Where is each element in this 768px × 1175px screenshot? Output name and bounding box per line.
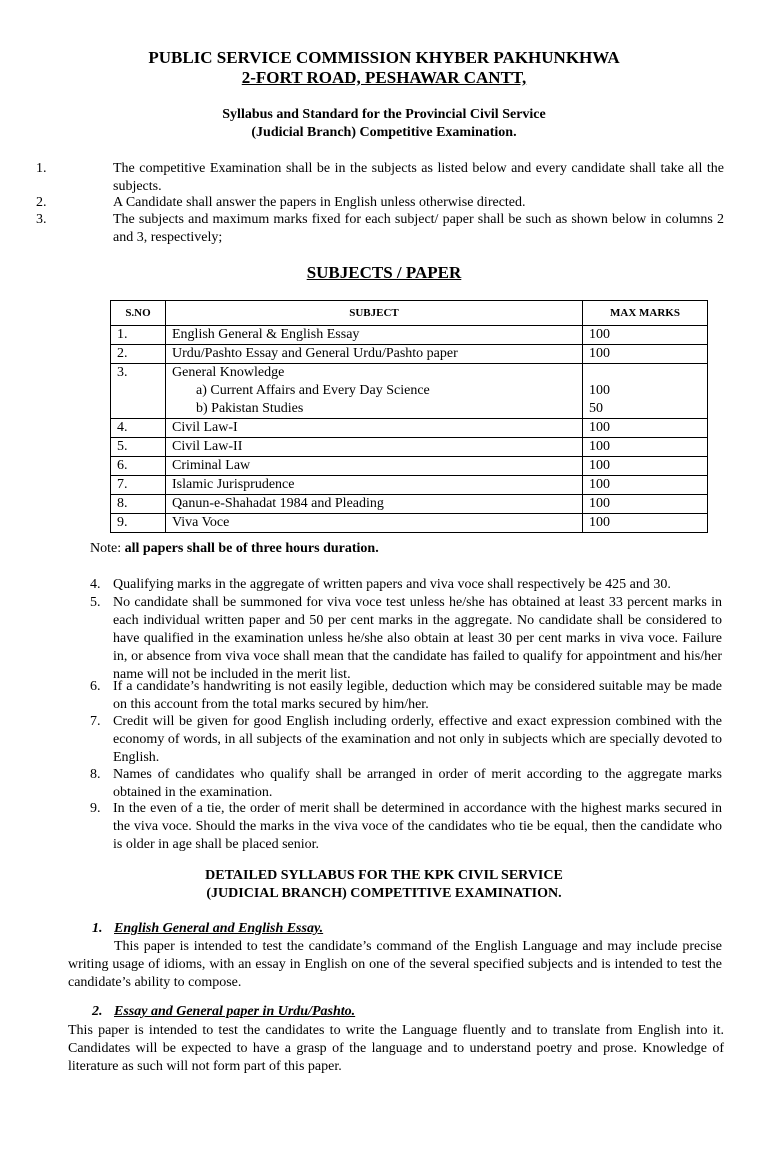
rule-num: 9. (90, 801, 101, 816)
cell-marks: 100 (583, 438, 708, 457)
rule-item (90, 594, 722, 684)
table-row (111, 419, 708, 438)
rule-text: If a candidate’s handwriting is not easily legible, deduction which may be considered suitable may be made on this account from the total marks secured by him/her. (113, 679, 722, 712)
table-row (111, 457, 708, 476)
section-num: 2. (92, 1004, 103, 1019)
cell-marks: 100 (583, 495, 708, 514)
table-row (111, 364, 708, 419)
org-title: PUBLIC SERVICE COMMISSION KHYBER PAKHUNKHWA (148, 48, 620, 67)
intro-item-text: The competitive Examination shall be in the subjects as listed below and every candidate shall take all the subjects. (113, 161, 724, 194)
section-title: English General and English Essay. (114, 921, 324, 936)
cell-sno: 7. (111, 476, 166, 495)
cell-marks (583, 364, 708, 419)
rule-item (90, 766, 722, 802)
rule-item (90, 576, 722, 594)
intro-item-num: 2. (36, 195, 47, 210)
cell-marks: 100 (583, 326, 708, 345)
section-heading (92, 1003, 692, 1021)
col-header-subject: SUBJECT (166, 301, 583, 326)
subjects-table (110, 300, 708, 533)
intro-item-num: 1. (36, 161, 47, 176)
cell-marks-text: 100 (589, 383, 610, 398)
cell-sno: 9. (111, 514, 166, 533)
cell-marks: 100 (583, 514, 708, 533)
table-row (111, 476, 708, 495)
section-paragraph: This paper is intended to test the candidate’s command of the English Language and may include precise writing usage of idioms, with an essay in English on one of the several specified subjects and is intended to test the candidate’s ability to compose. (68, 939, 722, 990)
table-row (111, 495, 708, 514)
duration-note (90, 540, 379, 558)
intro-item-num: 3. (36, 212, 47, 227)
intro-item-text: A Candidate shall answer the papers in English unless otherwise directed. (113, 195, 526, 210)
rule-item (90, 678, 722, 714)
note-label: Note: (90, 541, 125, 556)
cell-sno: 6. (111, 457, 166, 476)
cell-sno: 2. (111, 345, 166, 364)
doc-subtitle-2: (Judicial Branch) Competitive Examination. (251, 125, 517, 140)
table-row (111, 345, 708, 364)
cell-marks: 100 (583, 457, 708, 476)
cell-marks: 100 (583, 476, 708, 495)
rule-num: 6. (90, 679, 101, 694)
org-address: 2-FORT ROAD, PESHAWAR CANTT, (241, 68, 527, 87)
cell-subject-subitem: b) Pakistan Studies (196, 401, 304, 416)
rule-num: 4. (90, 577, 101, 592)
cell-subject: Qanun-e-Shahadat 1984 and Pleading (166, 495, 583, 514)
intro-item-text: The subjects and maximum marks fixed for each subject/ paper shall be such as shown below in columns 2 and 3, respectively; (113, 212, 724, 245)
cell-marks-blank (589, 364, 701, 382)
cell-sno: 8. (111, 495, 166, 514)
detail-heading-1: DETAILED SYLLABUS FOR THE KPK CIVIL SERVICE (205, 868, 563, 883)
section-title: Essay and General paper in Urdu/Pashto. (114, 1004, 356, 1019)
cell-subject: Civil Law-I (166, 419, 583, 438)
cell-subject: Urdu/Pashto Essay and General Urdu/Pashto paper (166, 345, 583, 364)
rule-item (90, 800, 722, 854)
cell-subject: Civil Law-II (166, 438, 583, 457)
cell-subject-text: General Knowledge (172, 365, 285, 380)
intro-item (36, 160, 726, 196)
rule-text: Credit will be given for good English including orderly, effective and exact expression combined with the economy of words, in all subjects of the examination and not only in subjects which are specially devoted to English. (113, 714, 722, 765)
doc-subtitle-1: Syllabus and Standard for the Provincial Civil Service (222, 107, 546, 122)
cell-sno (111, 364, 166, 419)
col-header-sno: S.NO (111, 301, 166, 326)
cell-subject: Islamic Jurisprudence (166, 476, 583, 495)
rule-text: No candidate shall be summoned for viva voce test unless he/she has obtained at least 33 percent marks in each individual written paper and 50 per cent marks in the aggregate. No candidate shall be considered to have qualified in the examination unless he/she also obtain at least 30 per cent marks in viva voce. Failure in, or absence from viva voce shall mean that the candidate has failed to qualify for appointment and his/her name will not be included in the merit list. (113, 595, 722, 682)
cell-subject: English General & English Essay (166, 326, 583, 345)
col-header-max-marks: MAX MARKS (583, 301, 708, 326)
rule-num: 8. (90, 767, 101, 782)
section-num: 1. (92, 921, 103, 936)
cell-sno: 1. (111, 326, 166, 345)
rule-text: Names of candidates who qualify shall be arranged in order of merit according to the aggregate marks obtained in the examination. (113, 767, 722, 800)
section-heading (92, 920, 692, 938)
rule-num: 5. (90, 595, 101, 610)
cell-sno-text: 3. (117, 365, 128, 380)
table-row (111, 438, 708, 457)
rule-text: Qualifying marks in the aggregate of written papers and viva voce shall respectively be 425 and 30. (113, 577, 671, 592)
cell-sno: 5. (111, 438, 166, 457)
rule-text: In the even of a tie, the order of merit shall be determined in accordance with the highest marks secured in the viva voce. Should the marks in the viva voce of the candidates who tie be equal, then the candidate who is older in age shall be placed senior. (113, 801, 722, 852)
cell-subject (166, 364, 583, 419)
detail-heading-2: (JUDICIAL BRANCH) COMPETITIVE EXAMINATION. (206, 886, 562, 901)
cell-subject-subitem: a) Current Affairs and Every Day Science (196, 383, 430, 398)
table-row (111, 514, 708, 533)
intro-item (36, 211, 726, 247)
table-row (111, 326, 708, 345)
cell-marks: 100 (583, 345, 708, 364)
intro-item (36, 194, 726, 212)
cell-subject: Viva Voce (166, 514, 583, 533)
cell-marks-text: 50 (589, 401, 603, 416)
rule-num: 7. (90, 714, 101, 729)
cell-sno: 4. (111, 419, 166, 438)
section-paragraph: This paper is intended to test the candidates to write the Language fluently and to translate from English into it. Candidates will be expected to have a grasp of the language and to understand poetry and prose. Knowledge of literature as such will not form part of this paper. (68, 1023, 724, 1074)
cell-subject: Criminal Law (166, 457, 583, 476)
note-text: all papers shall be of three hours duration. (124, 541, 379, 556)
rule-item (90, 713, 722, 767)
subjects-title: SUBJECTS / PAPER (306, 263, 462, 282)
table-header-row (111, 301, 708, 326)
cell-marks: 100 (583, 419, 708, 438)
